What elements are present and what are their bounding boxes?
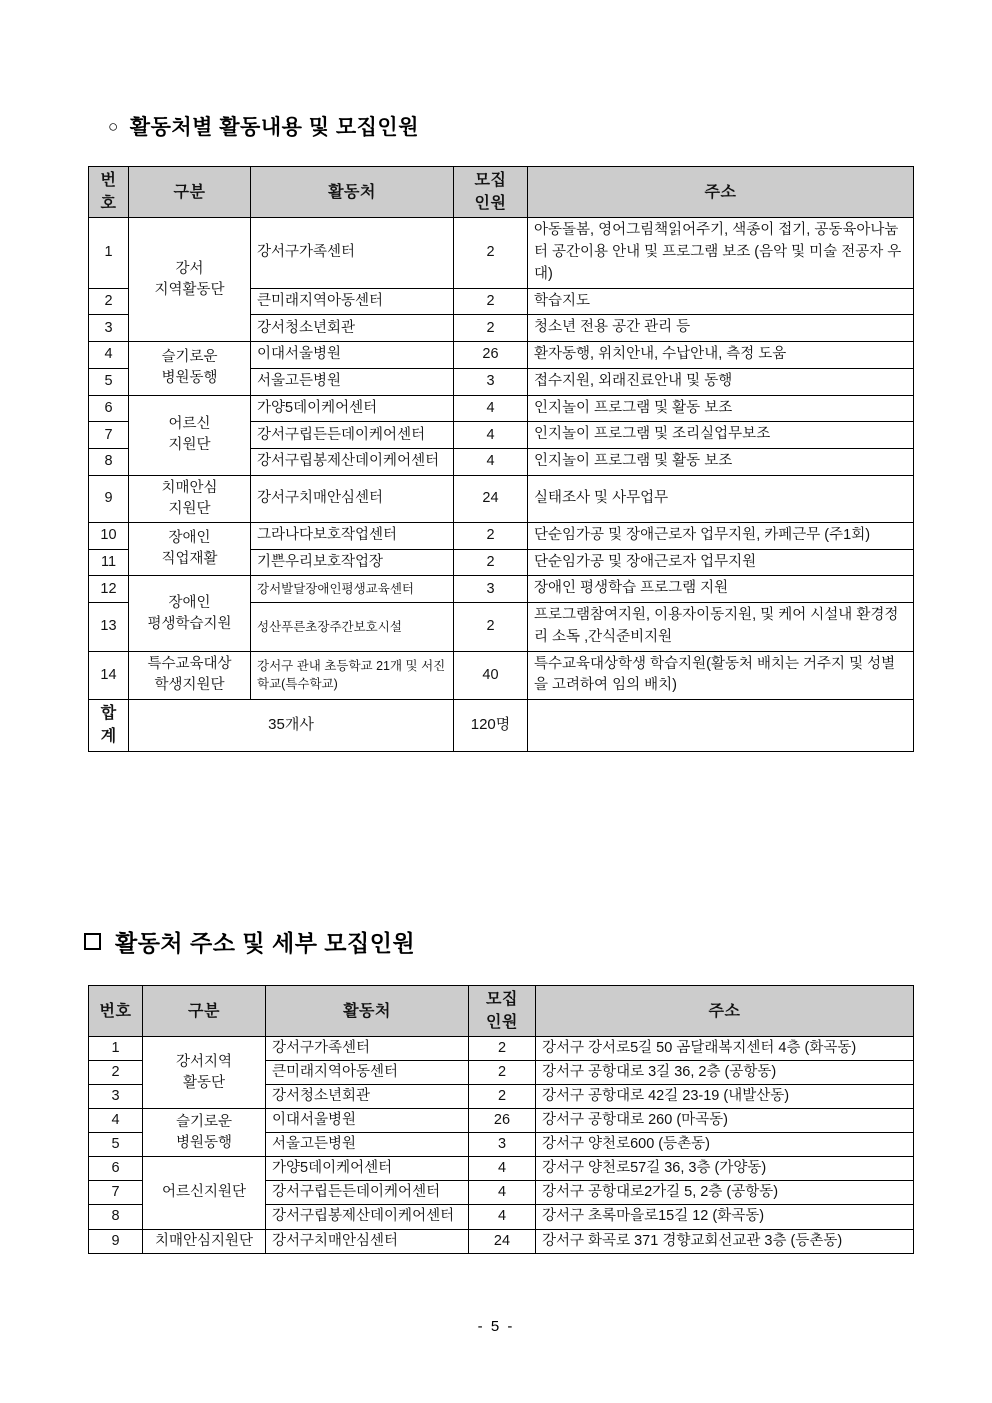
table1-col-no (89, 167, 129, 218)
row-org: 이대서울병원 (266, 1109, 469, 1133)
row-org: 강서구가족센터 (251, 218, 454, 288)
row-no: 4 (89, 1109, 143, 1133)
row-category-line2: 직업재활 (161, 551, 218, 568)
activity-summary-table (88, 166, 914, 752)
table2-header-row (89, 986, 914, 1037)
table2-col-no: 번호 (89, 986, 143, 1037)
row-category-line2: 지역활동단 (154, 281, 225, 298)
row-address: 인지놀이 프로그램 및 활동 보조 (528, 395, 914, 422)
table1-col-no-line1: 번 (100, 172, 117, 189)
row-category (129, 218, 251, 342)
table-summary-row (89, 700, 914, 751)
row-org: 강서구립봉제산데이케어센터 (251, 449, 454, 476)
row-no: 6 (89, 395, 129, 422)
row-address: 프로그램참여지원, 이용자이동지원, 및 케어 시설내 환경정리 소독 ,간식준비지원 (528, 603, 914, 652)
row-count: 4 (454, 395, 528, 422)
row-address: 강서구 화곡로 371 경향교회선교관 3층 (등촌동) (536, 1229, 914, 1253)
table-row (89, 475, 914, 522)
table2-col-count-line2: 인원 (486, 1014, 518, 1032)
row-count: 24 (454, 475, 528, 522)
row-no: 8 (89, 449, 129, 476)
row-address: 강서구 공항대로 260 (마곡동) (536, 1109, 914, 1133)
section-2-title: 활동처 주소 및 세부 모집인원 (115, 930, 416, 956)
row-category (129, 475, 251, 522)
section-2-heading (84, 925, 415, 958)
row-org: 강서구립든든데이케어센터 (266, 1181, 469, 1205)
section-1-heading (108, 111, 419, 141)
table-row (89, 1109, 914, 1133)
row-no: 7 (89, 1181, 143, 1205)
table2-col-org: 활동처 (266, 986, 469, 1037)
row-count: 4 (454, 422, 528, 449)
table1-body (89, 218, 914, 751)
square-marker-icon (84, 933, 101, 950)
row-category (129, 342, 251, 396)
row-address: 학습지도 (528, 288, 914, 315)
table1-col-count-line2: 인원 (474, 195, 507, 213)
row-no: 5 (89, 1133, 143, 1157)
row-category-line2: 지원단 (168, 437, 211, 454)
row-no: 8 (89, 1205, 143, 1229)
row-org: 가양5데이케어센터 (266, 1157, 469, 1181)
row-address: 강서구 양천로600 (등촌동) (536, 1133, 914, 1157)
row-category-line2: 병원동행 (161, 370, 218, 387)
row-address: 인지놀이 프로그램 및 조리실업무보조 (528, 422, 914, 449)
row-category-line1: 장애인 (168, 530, 211, 547)
row-org: 기쁜우리보호작업장 (251, 549, 454, 576)
table2-col-count-line1: 모집 (486, 991, 518, 1008)
row-count: 2 (454, 315, 528, 342)
row-category-line2: 지원단 (168, 500, 211, 517)
row-org: 강서구가족센터 (266, 1037, 469, 1061)
row-org: 성산푸른초장주간보호시설 (251, 603, 454, 652)
row-no: 3 (89, 1085, 143, 1109)
row-category: 어르신지원단 (143, 1157, 266, 1229)
row-no: 7 (89, 422, 129, 449)
row-address: 장애인 평생학습 프로그램 지원 (528, 576, 914, 603)
row-no: 12 (89, 576, 129, 603)
activity-address-table (88, 985, 914, 1254)
table1-header (89, 167, 914, 218)
table-row (89, 218, 914, 288)
table-row (89, 1037, 914, 1061)
row-no: 11 (89, 549, 129, 576)
summary-label-line1: 합 (100, 705, 117, 723)
table1-col-count (454, 167, 528, 218)
row-count: 2 (454, 549, 528, 576)
row-org: 서울고든병원 (266, 1133, 469, 1157)
summary-address-blank (528, 700, 914, 751)
row-org: 강서구립든든데이케어센터 (251, 422, 454, 449)
table2-col-address: 주소 (536, 986, 914, 1037)
table1-col-count-line1: 모집 (474, 172, 507, 189)
table2-body (89, 1037, 914, 1253)
row-no: 9 (89, 1229, 143, 1253)
row-org: 강서구치매안심센터 (251, 475, 454, 522)
row-count: 4 (469, 1181, 536, 1205)
row-count: 4 (469, 1157, 536, 1181)
row-category-line1: 장애인 (168, 594, 211, 611)
row-category-line1: 강서 (175, 260, 204, 277)
row-category (143, 1109, 266, 1157)
row-org: 강서청소년회관 (266, 1085, 469, 1109)
summary-org-total: 35개사 (129, 700, 454, 751)
row-category: 치매안심지원단 (143, 1229, 266, 1253)
table-row (89, 576, 914, 603)
row-count: 2 (454, 603, 528, 652)
summary-label-line2: 계 (100, 728, 117, 746)
row-address: 강서구 공항대로2가길 5, 2층 (공항동) (536, 1181, 914, 1205)
row-count: 2 (454, 288, 528, 315)
table1-col-address: 주소 (528, 167, 914, 218)
page-number-footer: - 5 - (477, 1318, 515, 1335)
row-count: 24 (469, 1229, 536, 1253)
row-address: 아동돌봄, 영어그림책읽어주기, 색종이 접기, 공동육아나눔터 공간이용 안내 및 프로그램 보조 (음악 및 미술 전공자 우대) (528, 218, 914, 288)
row-count: 2 (469, 1037, 536, 1061)
row-category-line1: 어르신 (168, 416, 211, 433)
row-org: 이대서울병원 (251, 342, 454, 369)
row-count: 2 (454, 218, 528, 288)
row-no: 9 (89, 475, 129, 522)
row-address: 강서구 초록마을로15길 12 (화곡동) (536, 1205, 914, 1229)
row-count: 4 (454, 449, 528, 476)
table2-col-category: 구분 (143, 986, 266, 1037)
row-count: 4 (469, 1205, 536, 1229)
table1-header-row (89, 167, 914, 218)
row-org: 큰미래지역아동센터 (266, 1061, 469, 1085)
table2-col-count (469, 986, 536, 1037)
row-no: 6 (89, 1157, 143, 1181)
row-org: 그라나다보호작업센터 (251, 522, 454, 549)
row-count: 3 (469, 1133, 536, 1157)
row-category-line1: 슬기로운 (161, 349, 218, 366)
row-address: 강서구 공항대로 42길 23-19 (내발산동) (536, 1085, 914, 1109)
row-category (143, 1037, 266, 1109)
table-row (89, 395, 914, 422)
row-category-line2: 학생지원단 (154, 677, 225, 694)
row-no: 4 (89, 342, 129, 369)
row-category-line2: 병원동행 (175, 1134, 233, 1151)
row-address: 단순임가공 및 장애근로자 업무지원 (528, 549, 914, 576)
section-1-title: 활동처별 활동내용 및 모집인원 (129, 116, 420, 139)
row-category (129, 651, 251, 700)
row-count: 3 (454, 368, 528, 395)
row-org: 강서구치매안심센터 (266, 1229, 469, 1253)
row-category (129, 395, 251, 475)
row-no: 13 (89, 603, 129, 652)
row-count: 40 (454, 651, 528, 700)
row-address: 강서구 강서로5길 50 곰달래복지센터 4층 (화곡동) (536, 1037, 914, 1061)
table-row (89, 522, 914, 549)
row-category-line1: 강서지역 (175, 1053, 233, 1070)
table1-col-category: 구분 (129, 167, 251, 218)
row-category (129, 522, 251, 576)
row-no: 2 (89, 288, 129, 315)
row-category-line2: 평생학습지원 (147, 615, 232, 632)
table1-col-org: 활동처 (251, 167, 454, 218)
row-no: 3 (89, 315, 129, 342)
row-count: 26 (469, 1109, 536, 1133)
row-address: 환자동행, 위치안내, 수납안내, 측정 도움 (528, 342, 914, 369)
row-org: 서울고든병원 (251, 368, 454, 395)
row-count: 26 (454, 342, 528, 369)
row-no: 5 (89, 368, 129, 395)
table2-header (89, 986, 914, 1037)
row-org: 가양5데이케어센터 (251, 395, 454, 422)
row-address: 특수교육대상학생 학습지원(활동처 배치는 거주지 및 성별을 고려하여 임의 배치) (528, 651, 914, 700)
row-count: 3 (454, 576, 528, 603)
row-no: 1 (89, 218, 129, 288)
row-no: 10 (89, 522, 129, 549)
table-row (89, 1229, 914, 1253)
row-org: 강서청소년회관 (251, 315, 454, 342)
row-address: 강서구 양천로57길 36, 3층 (가양동) (536, 1157, 914, 1181)
row-count: 2 (454, 522, 528, 549)
row-category-line1: 특수교육대상 (147, 656, 232, 673)
row-org: 강서구 관내 초등학교 21개 및 서진학교(특수학교) (251, 651, 454, 700)
row-category (129, 576, 251, 651)
row-category-line1: 치매안심 (161, 479, 218, 496)
summary-count-total: 120명 (454, 700, 528, 751)
table-row (89, 651, 914, 700)
row-category-line1: 슬기로운 (175, 1113, 233, 1130)
table-row (89, 342, 914, 369)
table1-col-no-line2: 호 (100, 195, 117, 213)
row-address: 인지놀이 프로그램 및 활동 보조 (528, 449, 914, 476)
row-org: 큰미래지역아동센터 (251, 288, 454, 315)
row-count: 2 (469, 1061, 536, 1085)
row-address: 강서구 공항대로 3길 36, 2층 (공항동) (536, 1061, 914, 1085)
summary-label (89, 700, 129, 751)
row-address: 실태조사 및 사무업무 (528, 475, 914, 522)
row-org: 강서구립봉제산데이케어센터 (266, 1205, 469, 1229)
circle-marker-icon: ○ (108, 116, 119, 136)
row-org: 강서발달장애인평생교육센터 (251, 576, 454, 603)
row-address: 단순임가공 및 장애근로자 업무지원, 카페근무 (주1회) (528, 522, 914, 549)
row-category-line2: 활동단 (182, 1074, 226, 1091)
row-address: 청소년 전용 공간 관리 등 (528, 315, 914, 342)
row-no: 1 (89, 1037, 143, 1061)
row-count: 2 (469, 1085, 536, 1109)
row-address: 접수지원, 외래진료안내 및 동행 (528, 368, 914, 395)
table-row (89, 1157, 914, 1181)
row-no: 14 (89, 651, 129, 700)
row-no: 2 (89, 1061, 143, 1085)
